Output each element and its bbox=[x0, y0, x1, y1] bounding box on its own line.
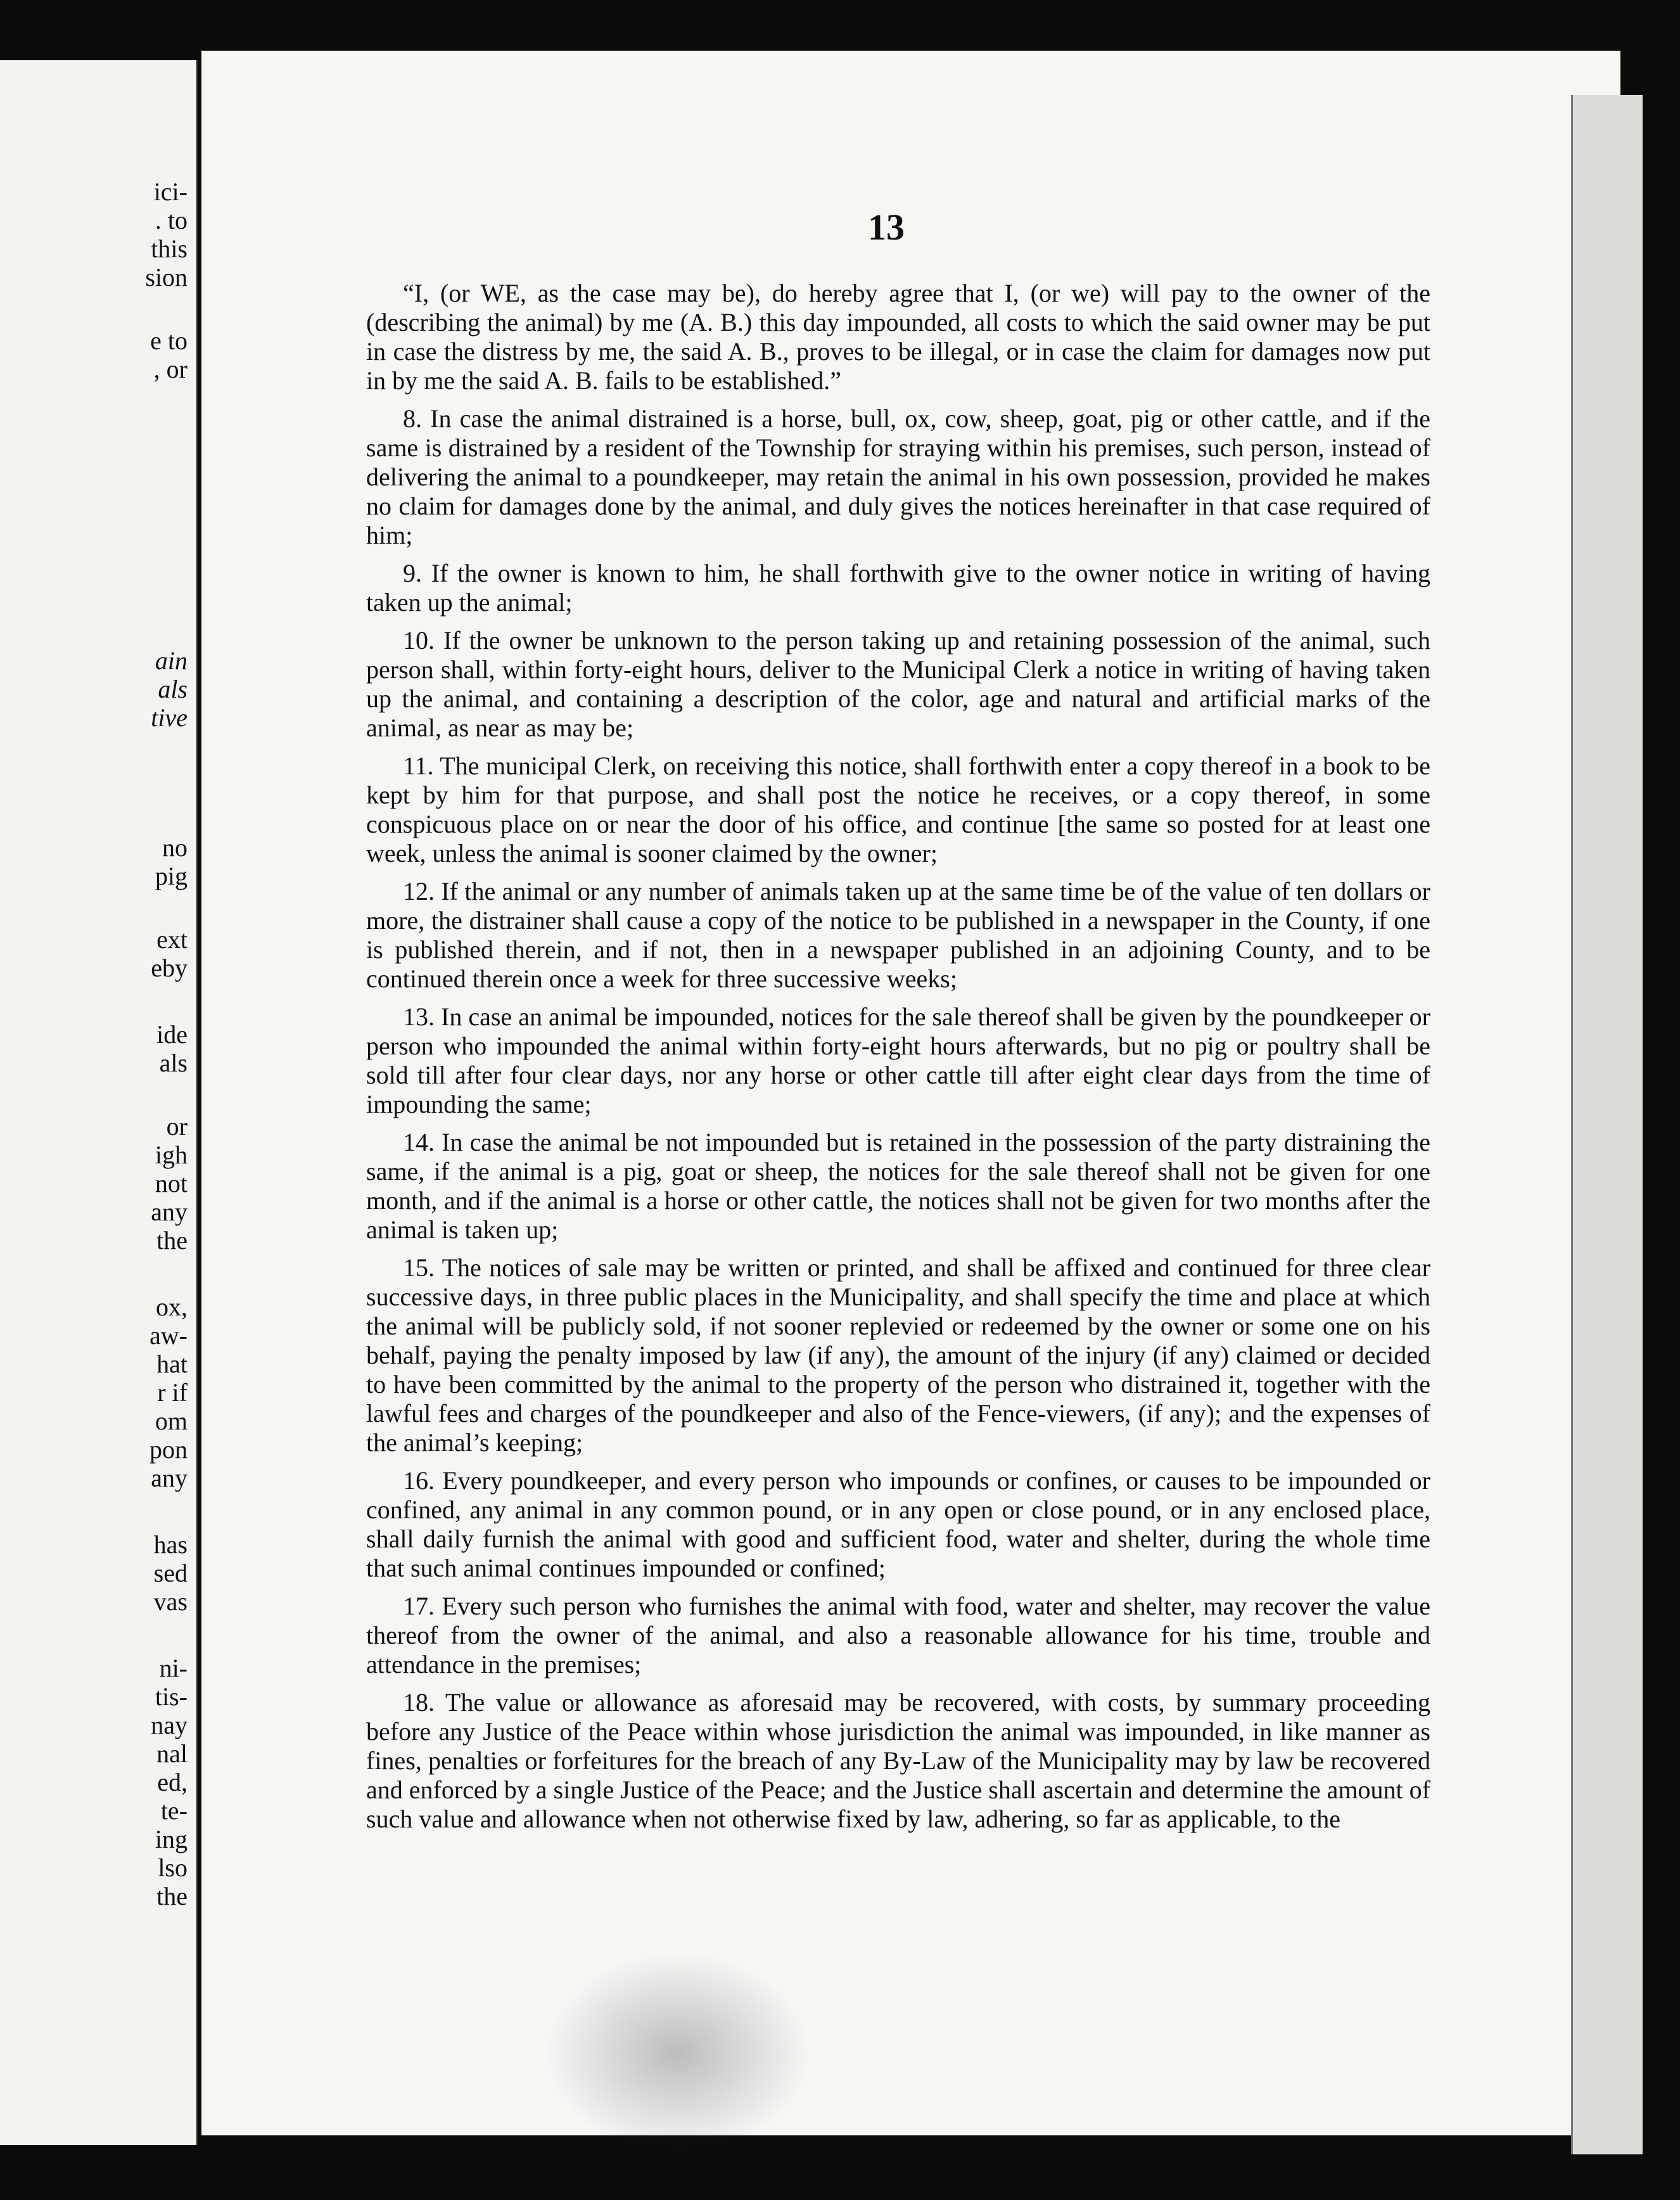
left-page-fragment: te- bbox=[160, 1796, 188, 1825]
paragraph: 17. Every such person who furnishes the animal with food, water and shelter, may recover the value thereof from the owner of the animal, and also a reasonable allowance for his time, trouble and attendance in the premises; bbox=[366, 1592, 1430, 1679]
page-body bbox=[366, 279, 1430, 1843]
paragraph: 14. In case the animal be not impounded but is retained in the possession of the party distraining the same, if the animal is a pig, goat or sheep, the notices for the sale thereof shall not be given for one month, and if the animal is a horse or other cattle, the notices shall not be given for two months after the animal is taken up; bbox=[366, 1128, 1430, 1244]
page-number: 13 bbox=[868, 207, 905, 248]
left-page-fragment: sion bbox=[145, 263, 188, 291]
left-page-fragment: the bbox=[156, 1226, 188, 1255]
left-page-fragment: pig bbox=[155, 862, 188, 890]
left-page-fragment: ain bbox=[155, 646, 188, 675]
left-page-fragment: . to bbox=[155, 206, 188, 234]
left-page-fragment: eby bbox=[151, 954, 188, 982]
left-page-fragment: igh bbox=[155, 1141, 188, 1169]
left-page-fragment: ici- bbox=[153, 177, 188, 206]
left-page-fragment: om bbox=[155, 1407, 188, 1435]
paragraph: 16. Every poundkeeper, and every person who impounds or confines, or causes to be impounded or confined, any animal in any common pound, or in any open or close pound, or in any enclosed place, shall daily furnish the animal with good and sufficient food, water and shelter, during the whole time that such animal continues impounded or confined; bbox=[366, 1466, 1430, 1582]
left-page-fragment: not bbox=[155, 1169, 188, 1198]
left-page-fragment: no bbox=[162, 833, 188, 862]
left-page-fragment: any bbox=[151, 1198, 188, 1226]
left-page-fragment: ing bbox=[155, 1825, 188, 1853]
ink-smudge bbox=[545, 1952, 811, 2154]
paragraph: 9. If the owner is known to him, he shall forthwith give to the owner notice in writing of having taken up the animal; bbox=[366, 559, 1430, 617]
paragraph: 18. The value or allowance as aforesaid may be recovered, with costs, by summary proceeding before any Justice of the Peace within whose jurisdiction the animal was impounded, in like manner as fines, penalties or forfeitures for the breach of any By-Law of the Municipality may by law be recovered and enforced by a single Justice of the Peace; and the Justice shall ascertain and determine the amount of such value and allowance when not otherwise fixed by law, adhering, so far as applicable, to the bbox=[366, 1688, 1430, 1833]
left-page-fragment: ni- bbox=[159, 1654, 188, 1682]
left-page-fragment: tis- bbox=[155, 1682, 188, 1711]
paragraph: “I, (or WE, as the case may be), do hereby agree that I, (or we) will pay to the owner of the (describing the animal) by me (A. B.) this day impounded, all costs to which the said owner may be put in case the distress by me, the said A. B., proves to be illegal, or in case the claim for damages now put in by me the said A. B. fails to be established.” bbox=[366, 279, 1430, 395]
left-page-fragment: has bbox=[153, 1530, 188, 1559]
left-page-fragment: e to bbox=[150, 326, 188, 355]
left-page-fragment: tive bbox=[151, 703, 188, 732]
left-page-fragment: , or bbox=[153, 355, 188, 383]
left-page-fragment: ox, bbox=[156, 1293, 188, 1321]
left-page-fragment: this bbox=[151, 234, 188, 263]
paragraph: 8. In case the animal distrained is a horse, bull, ox, cow, sheep, goat, pig or other cattle, and if the same is distrained by a resident of the Township for straying within his premises, such person, instead of delivering the animal to a poundkeeper, may retain the animal in his own possession, provided he makes no claim for damages done by the animal, and duly gives the notices hereinafter in that case required of him; bbox=[366, 404, 1430, 549]
left-page-fragment: any bbox=[151, 1464, 188, 1492]
left-page-fragment: ed, bbox=[157, 1768, 188, 1796]
paragraph: 15. The notices of sale may be written or printed, and shall be affixed and continued for three clear successive days, in three public places in the Municipality, and shall specify the time and place at which the animal will be publicly sold, if not sooner replevied or redeemed by the owner or some one on his behalf, paying the penalty imposed by law (if any), the amount of the injury (if any) claimed or decided to have been committed by the animal to the property of the person who distrained it, together with the lawful fees and charges of the poundkeeper and also of the Fence-viewers, (if any); and the expenses of the animal’s keeping; bbox=[366, 1253, 1430, 1457]
left-page-fragment: ide bbox=[156, 1020, 188, 1049]
left-page-fragment: lso bbox=[158, 1853, 188, 1882]
paragraph: 12. If the animal or any number of animals taken up at the same time be of the value of ten dollars or more, the distrainer shall cause a copy of the notice to be published in a newspaper in the County, if one is published therein, and if not, then in a newspaper published in an adjoining County, and to be continued therein once a week for three successive weeks; bbox=[366, 877, 1430, 993]
paragraph: 13. In case an animal be impounded, notices for the sale thereof shall be given by the poundkeeper or person who impounded the animal within forty-eight hours afterwards, but no pig or poultry shall be sold till after four clear days, nor any horse or other cattle till after eight clear days from the time of impounding the same; bbox=[366, 1002, 1430, 1118]
left-page-fragment: ext bbox=[156, 925, 188, 954]
left-page-fragment: r if bbox=[157, 1378, 188, 1407]
paragraph: 11. The municipal Clerk, on receiving this notice, shall forthwith enter a copy thereof in a book to be kept by him for that purpose, and shall post the notice he receives, or a copy thereof, in some conspicuous place on or near the door of his office, and continue [the same so posted for at least one week, unless the animal is sooner claimed by the owner; bbox=[366, 751, 1430, 867]
page-edge bbox=[1571, 95, 1643, 2154]
left-page bbox=[0, 60, 198, 2145]
left-page-fragment: the bbox=[156, 1882, 188, 1910]
left-page-fragment: als bbox=[159, 1049, 188, 1077]
left-page-fragment: hat bbox=[156, 1350, 188, 1378]
left-page-fragment: vas bbox=[153, 1587, 188, 1616]
left-page-fragment: nay bbox=[151, 1711, 188, 1739]
left-page-fragment: als bbox=[158, 675, 188, 703]
left-page-fragment: or bbox=[166, 1112, 188, 1141]
left-page-fragment: nal bbox=[156, 1739, 188, 1768]
left-page-fragment: aw- bbox=[150, 1321, 188, 1350]
left-page-fragment: pon bbox=[150, 1435, 188, 1464]
left-page-fragment: sed bbox=[153, 1559, 188, 1587]
paragraph: 10. If the owner be unknown to the person taking up and retaining possession of the animal, such person shall, within forty-eight hours, deliver to the Municipal Clerk a notice in writing of having taken up the animal, and containing a description of the color, age and natural and artificial marks of the animal, as near as may be; bbox=[366, 626, 1430, 742]
